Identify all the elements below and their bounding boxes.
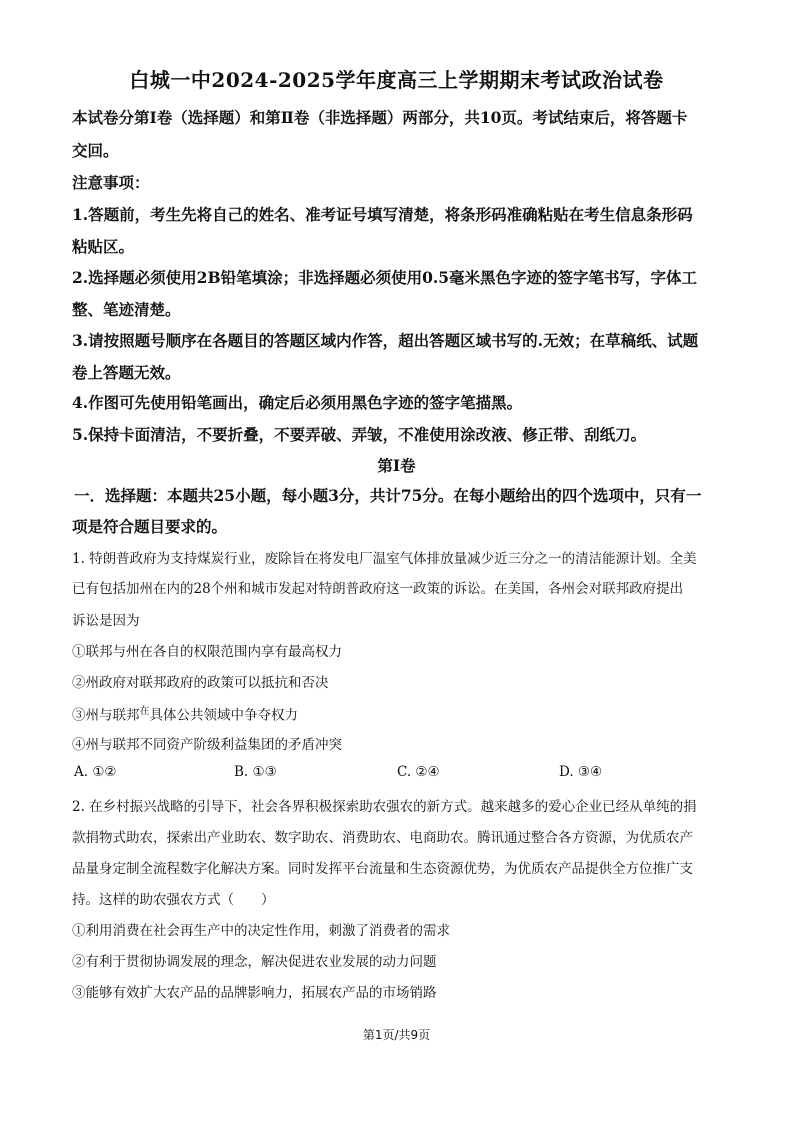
q2-statement-1: ①利用消费在社会再生产中的决定性作用，刺激了消费者的需求 — [72, 923, 450, 939]
note-2-line-2: 整、笔迹清楚。 — [72, 300, 181, 319]
page-title: 白城一中2024-2025学年度高三上学期期末考试政治试卷 — [129, 68, 664, 92]
note-4: 4.作图可先使用铅笔画出，确定后必须用黑色字迹的签字笔描黑。 — [72, 393, 523, 412]
q2-statement-3: ③能够有效扩大农产品的品牌影响力，拓展农产品的市场销路 — [72, 985, 437, 1001]
q1-statement-1: ①联邦与州在各自的权限范围内享有最高权力 — [72, 644, 342, 660]
note-1-line-2: 粘贴区。 — [72, 237, 135, 256]
q2-stem-line-1: 2. 在乡村振兴战略的引导下，社会各界积极探索助农强农的新方式。越来越多的爱心企业已经从单纯的捐 — [72, 799, 697, 815]
scan-artifact-mark: 在 — [139, 706, 150, 717]
q1-statement-2: ②州政府对联邦政府的政策可以抵抗和否决 — [72, 675, 329, 691]
section-heading: 第Ⅰ卷 — [377, 456, 416, 475]
q1-stem-line-2: 已有包括加州在内的28个州和城市发起对特朗普政府这一政策的诉讼。在美国，各州会对联邦政府提出 — [72, 581, 684, 597]
intro-line-2: 交回。 — [72, 141, 119, 160]
note-1-line-1: 1.答题前，考生先将自己的姓名、准考证号填写清楚，将条形码准确粘贴在考生信息条形码 — [72, 205, 693, 224]
note-2-line-1: 2.选择题必须使用2B铅笔填涂；非选择题必须使用0.5毫米黑色字迹的签字笔书写，字体工 — [72, 268, 698, 287]
note-5: 5.保持卡面清洁，不要折叠，不要弄破、弄皱，不准使用涂改液、修正带、刮纸刀。 — [72, 425, 647, 444]
q1-statement-3: ③州与联邦$^在$具体公共领域中争夺权力 — [72, 706, 298, 724]
q2-statement-2: ②有利于贯彻协调发展的理念，解决促进农业发展的动力问题 — [72, 954, 437, 970]
q1-option-d: D. ③④ — [559, 764, 603, 780]
page-footer: 第1页/共9页 — [362, 1028, 431, 1042]
notes-heading: 注意事项： — [72, 173, 150, 192]
q1-option-c: C. ②④ — [397, 764, 440, 780]
q1-stem-line-3: 诉讼是因为 — [72, 613, 140, 629]
note-3-line-2: 卷上答题无效。 — [72, 363, 181, 382]
q2-stem-line-2: 款捐物式助农，探索出产业助农、数字助农、消费助农、电商助农。腾讯通过整合各方资源，为优质农产 — [72, 830, 693, 846]
q2-stem-line-4: 持。这样的助农强农方式（ ） — [72, 892, 275, 908]
section-instructions-line-1: 一．选择题：本题共25小题，每小题3分，共计75分。在每小题给出的四个选项中，只有一 — [74, 486, 702, 505]
q2-stem-line-3: 品量身定制全流程数字化解决方案。同时发挥平台流量和生态资源优势，为优质农产品提供全方位推广支 — [72, 861, 693, 877]
q1-stem-line-1: 1. 特朗普政府为支持煤炭行业，废除旨在将发电厂温室气体排放量减少近三分之一的清洁能源计划。全美 — [72, 551, 697, 567]
q1-option-a: A. ①② — [74, 764, 117, 780]
note-3-line-1: 3.请按照题号顺序在各题目的答题区域内作答，超出答题区域书写的.无效；在草稿纸、试题 — [72, 331, 699, 350]
intro-line-1: 本试卷分第Ⅰ卷（选择题）和第Ⅱ卷（非选择题）两部分，共10页。考试结束后，将答题卡 — [72, 108, 688, 127]
q1-option-b: B. ①③ — [234, 764, 277, 780]
q1-statement-4: ④州与联邦不同资产阶级利益集团的矛盾冲突 — [72, 737, 342, 753]
section-instructions-line-2: 项是符合题目要求的。 — [72, 517, 228, 536]
